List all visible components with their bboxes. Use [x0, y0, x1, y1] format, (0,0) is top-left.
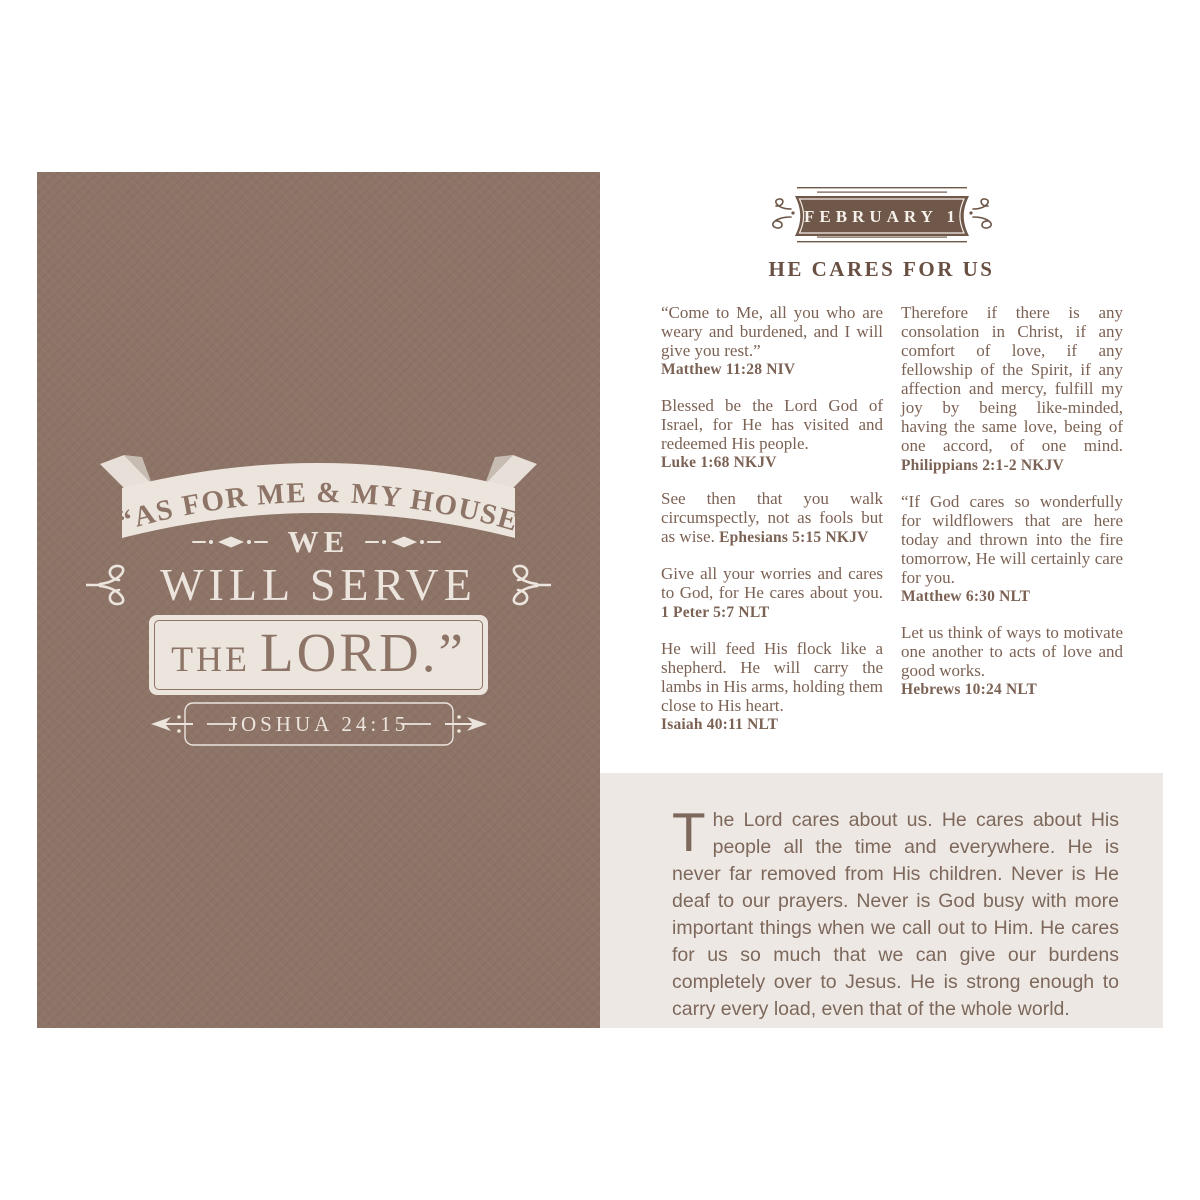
joshua-reference-text: JOSHUA 24:15	[228, 712, 409, 736]
verse-reference: Luke 1:68 NKJV	[661, 454, 777, 471]
verse-reference: Ephesians 5:15 NKJV	[719, 529, 869, 546]
verse-text: He will feed His flock like a shepherd. He will carry the lambs in His arms, holding them close to His heart.	[661, 639, 883, 715]
the-lord-plaque	[149, 615, 488, 695]
verse-text: Give all your worries and cares to God, for He cares about you.	[661, 564, 883, 602]
will-serve-word: WILL SERVE	[160, 559, 477, 610]
devotional-title: HE CARES FOR US	[768, 257, 995, 281]
verse-reference: Matthew 11:28 NIV	[661, 361, 796, 378]
verse-1-peter-5-7	[661, 564, 883, 622]
verse-text: See then that you walk circumspectly, not as fools but as wise.	[661, 489, 883, 546]
verse-reference: Matthew 6:30 NLT	[901, 588, 1031, 605]
verse-ephesians-5-15	[661, 489, 883, 547]
diamond-ornament-right-icon	[365, 535, 445, 549]
verse-reference: Isaiah 40:11 NLT	[661, 716, 779, 733]
verse-text: Let us think of ways to motivate one another to acts of love and good works.	[901, 623, 1123, 680]
date-banner-label: FEBRUARY 1	[803, 207, 960, 226]
plaque-word-lord: LORD.”	[260, 622, 466, 683]
verse-text: Therefore if there is any consolation in Christ, if any comfort of love, if any fellowship of the Spirit, if any affection and mercy, fulfill my joy by being like-minded, having the same love, being of one accord, of one mind.	[901, 303, 1123, 455]
verse-matthew-6-30	[901, 492, 1123, 606]
ribbon-text: “AS FOR ME & MY HOUSE	[114, 476, 523, 539]
date-banner	[600, 186, 1163, 248]
swirl-flourish-left-icon	[86, 559, 148, 611]
verse-reference: Philippians 2:1-2 NKJV	[901, 457, 1064, 474]
dropcap: T	[672, 801, 706, 863]
verse-reference: Hebrews 10:24 NLT	[901, 681, 1038, 698]
verse-isaiah-40-11	[661, 639, 883, 734]
verse-text: Blessed be the Lord God of Israel, for He has visited and redeemed His people.	[661, 396, 883, 453]
verse-hebrews-10-24	[901, 623, 1123, 699]
will-serve-row	[37, 558, 600, 611]
swirl-flourish-right-icon	[489, 559, 551, 611]
wind-swirl-right-icon	[969, 199, 991, 228]
joshua-reference-frame	[37, 699, 600, 749]
scripture-column-left	[661, 303, 883, 751]
wind-swirl-left-icon	[772, 199, 794, 228]
date-banner-icon	[765, 186, 999, 248]
joshua-frame-icon	[149, 699, 489, 749]
arrow-finial-right-icon	[445, 715, 487, 733]
verse-text: “If God cares so wonderfully for wildflowers that are here today and thrown into the fire tomorrow, He will certainly care for you.	[901, 492, 1123, 587]
verse-reference: 1 Peter 5:7 NLT	[661, 604, 770, 621]
verse-philippians-2-1-2	[901, 303, 1123, 475]
scripture-column-right	[901, 303, 1123, 751]
we-word: WE	[287, 524, 350, 559]
scripture-columns	[661, 303, 1123, 751]
left-page	[37, 172, 600, 1028]
devotional-box	[600, 773, 1163, 1028]
plaque-word-the: THE	[171, 639, 251, 679]
devotional-body: he Lord cares about us. He cares about His people all the time and everywhere. He is never far removed from His children. Never is He deaf to our prayers. Never is God busy with more important things when we call out to Him. He cares for us so much that we can give our burdens completely over to Jesus. He is strong enough to carry every load, even that of the whole world.	[672, 809, 1119, 1020]
arrow-finial-left-icon	[151, 715, 193, 733]
devotional-paragraph	[672, 801, 1119, 1023]
verse-matthew-11-28	[661, 303, 883, 379]
we-row	[37, 524, 600, 560]
verse-text: “Come to Me, all you who are weary and burdened, and I will give you rest.”	[661, 303, 883, 360]
verse-luke-1-68	[661, 396, 883, 472]
diamond-ornament-left-icon	[192, 535, 272, 549]
